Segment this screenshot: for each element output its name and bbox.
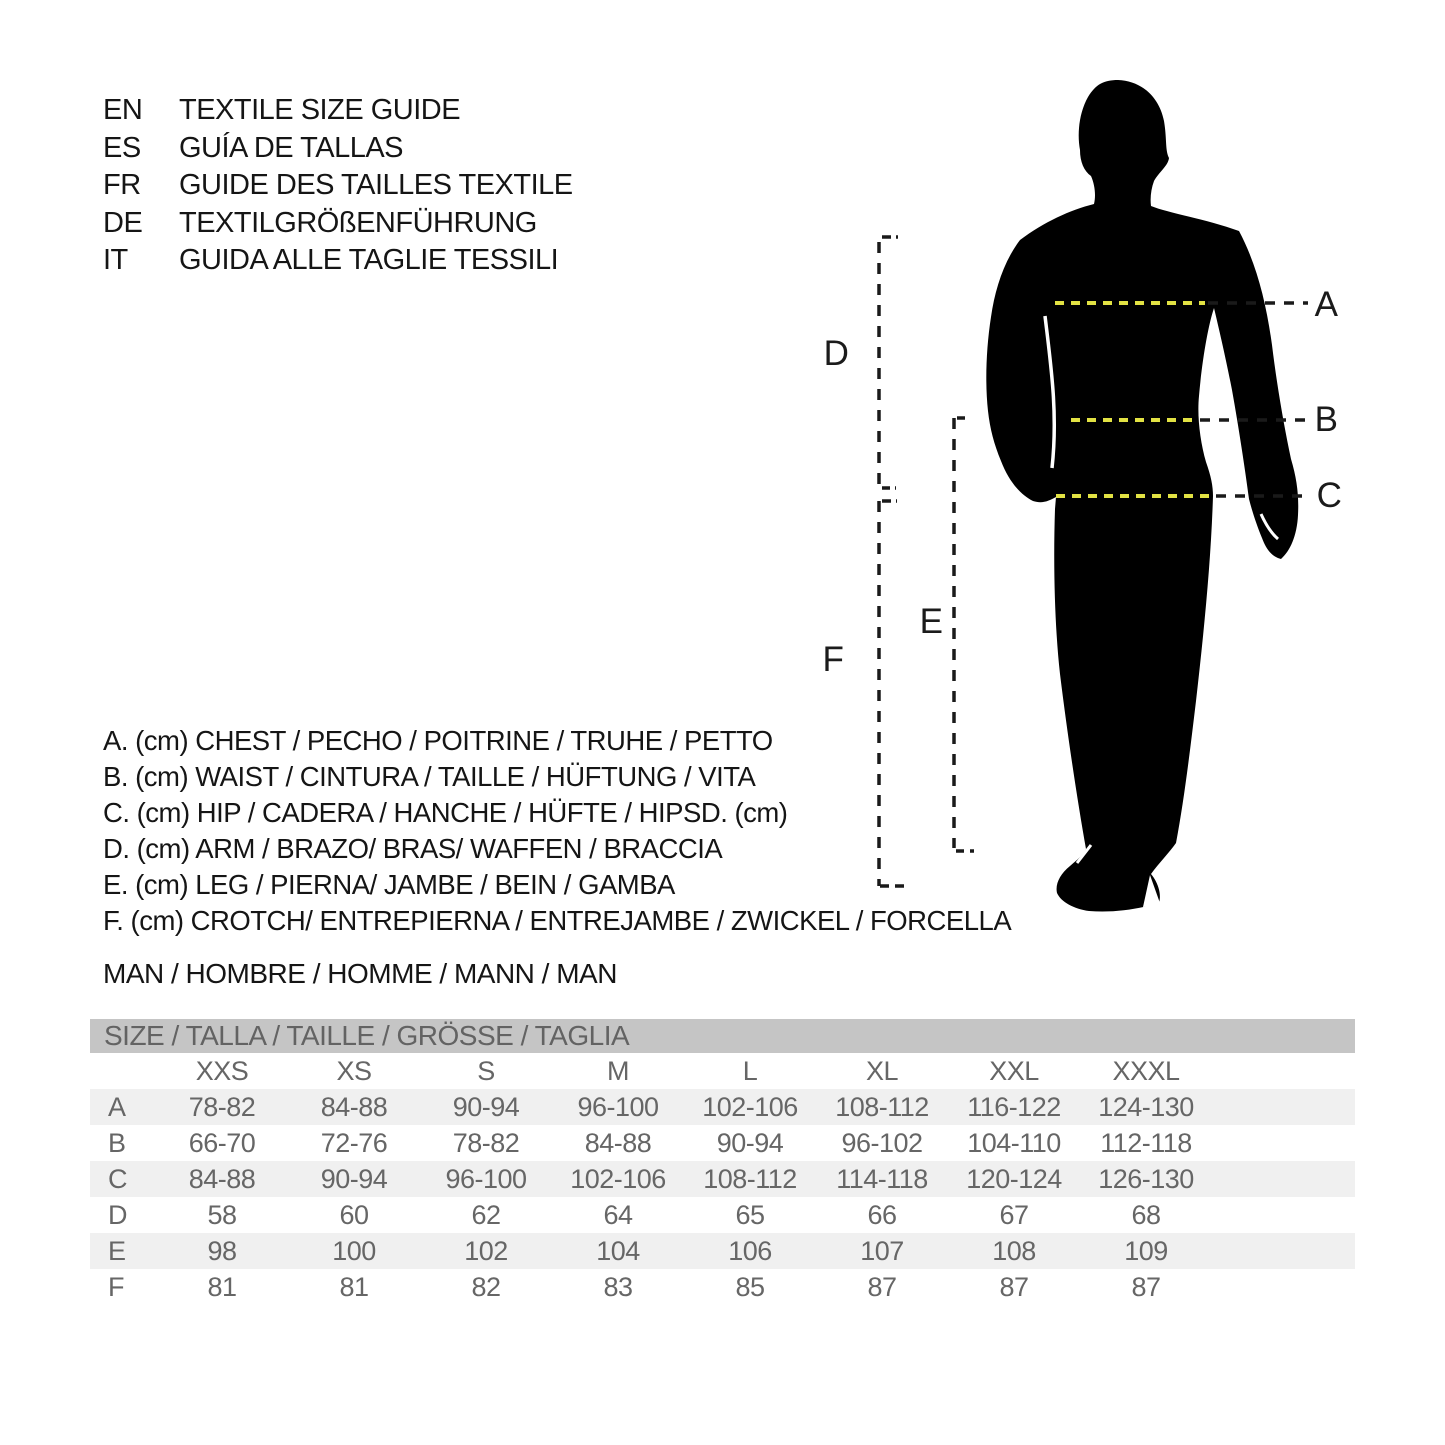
table-cell: 126-130 xyxy=(1098,1164,1194,1194)
legend-item-crotch: F. (cm) CROTCH/ ENTREPIERNA / ENTREJAMBE / ZWICKEL / FORCELLA xyxy=(103,905,1012,936)
lang-code: DE xyxy=(103,206,143,239)
table-cell: 58 xyxy=(207,1200,237,1230)
table-cell: 65 xyxy=(735,1200,765,1230)
lang-code: FR xyxy=(103,169,141,201)
table-cell: 72-76 xyxy=(320,1128,388,1158)
table-cell: 87 xyxy=(999,1272,1029,1302)
table-cell: 84-88 xyxy=(188,1164,256,1194)
table-cell: 112-118 xyxy=(1100,1128,1192,1158)
table-cell: 104-110 xyxy=(967,1128,1061,1158)
table-cell: 66-70 xyxy=(188,1128,256,1158)
table-cell: 62 xyxy=(471,1200,501,1230)
table-cell: 78-82 xyxy=(188,1092,256,1122)
column-header: M xyxy=(607,1056,629,1086)
table-cell: 102-106 xyxy=(702,1092,798,1122)
table-cell: 108-112 xyxy=(703,1164,797,1194)
row-label: F xyxy=(108,1272,124,1302)
row-label: C xyxy=(108,1164,127,1194)
table-cell: 83 xyxy=(603,1272,633,1302)
lang-title: TEXTILE SIZE GUIDE xyxy=(179,94,461,126)
table-cell: 98 xyxy=(207,1236,237,1266)
lang-title: GUIDE DES TAILLES TEXTILE xyxy=(179,169,573,201)
column-header: XS xyxy=(336,1056,372,1086)
column-header: XXS xyxy=(195,1056,249,1086)
table-cell: 108 xyxy=(992,1236,1036,1266)
table-cell: 90-94 xyxy=(452,1092,520,1122)
table-cell: 107 xyxy=(860,1236,904,1266)
table-cell: 106 xyxy=(728,1236,772,1266)
table-cell: 116-122 xyxy=(967,1092,1061,1122)
table-cell: 84-88 xyxy=(320,1092,388,1122)
label-leg: E xyxy=(919,602,943,641)
table-cell: 90-94 xyxy=(320,1164,388,1194)
table-cell: 81 xyxy=(207,1272,237,1302)
column-header: XXXL xyxy=(1112,1056,1180,1086)
table-cell: 87 xyxy=(867,1272,897,1302)
table-cell: 109 xyxy=(1124,1236,1168,1266)
legend-item-arm: D. (cm) ARM / BRAZO/ BRAS/ WAFFEN / BRACCIA xyxy=(103,833,723,864)
table-cell: 90-94 xyxy=(716,1128,784,1158)
table-cell: 81 xyxy=(339,1272,369,1302)
column-header: S xyxy=(477,1056,495,1086)
lang-title: GUIDA ALLE TAGLIE TESSILI xyxy=(179,244,559,276)
size-table-title: SIZE / TALLA / TAILLE / GRÖSSE / TAGLIA xyxy=(90,1019,1355,1053)
label-crotch: F xyxy=(822,640,844,679)
lang-code: IT xyxy=(103,244,128,276)
table-cell: 104 xyxy=(596,1236,640,1266)
lang-title: GUÍA DE TALLAS xyxy=(179,131,404,164)
lang-code: EN xyxy=(103,94,143,126)
row-label: E xyxy=(108,1236,126,1266)
label-arm: D xyxy=(823,334,849,373)
category-title: MAN / HOMBRE / HOMME / MANN / MAN xyxy=(103,958,617,989)
table-cell: 124-130 xyxy=(1098,1092,1194,1122)
table-cell: 114-118 xyxy=(836,1164,928,1194)
table-cell: 66 xyxy=(867,1200,897,1230)
table-cell: 85 xyxy=(735,1272,765,1302)
label-chest: A xyxy=(1314,285,1338,324)
lang-title: TEXTILGRÖßENFÜHRUNG xyxy=(179,206,537,239)
table-cell: 87 xyxy=(1131,1272,1161,1302)
table-cell: 78-82 xyxy=(452,1128,520,1158)
label-hip: C xyxy=(1316,476,1342,515)
column-header: L xyxy=(742,1056,758,1086)
column-header: XL xyxy=(865,1056,899,1086)
table-cell: 120-124 xyxy=(966,1164,1062,1194)
row-label: B xyxy=(108,1128,126,1158)
table-cell: 68 xyxy=(1131,1200,1161,1230)
table-cell: 84-88 xyxy=(584,1128,652,1158)
legend-item-chest: A. (cm) CHEST / PECHO / POITRINE / TRUHE / PETTO xyxy=(103,725,773,756)
row-label: D xyxy=(108,1200,127,1230)
lang-code: ES xyxy=(103,131,141,164)
table-cell: 108-112 xyxy=(835,1092,929,1122)
table-cell: 100 xyxy=(332,1236,376,1266)
table-cell: 67 xyxy=(999,1200,1029,1230)
table-cell: 82 xyxy=(471,1272,501,1302)
legend-item-waist: B. (cm) WAIST / CINTURA / TAILLE / HÜFTUNG / VITA xyxy=(103,761,756,792)
legend-item-leg: E. (cm) LEG / PIERNA/ JAMBE / BEIN / GAMBA xyxy=(103,869,675,900)
label-waist: B xyxy=(1314,400,1338,439)
table-cell: 96-100 xyxy=(577,1092,659,1122)
row-label: A xyxy=(108,1092,126,1122)
column-header: XXL xyxy=(989,1056,1039,1086)
table-cell: 102 xyxy=(464,1236,508,1266)
legend-item-hip: C. (cm) HIP / CADERA / HANCHE / HÜFTE / HIPSD. (cm) xyxy=(103,797,788,828)
table-cell: 96-100 xyxy=(445,1164,527,1194)
table-cell: 102-106 xyxy=(570,1164,666,1194)
table-cell: 96-102 xyxy=(841,1128,923,1158)
table-cell: 60 xyxy=(339,1200,369,1230)
table-cell: 64 xyxy=(603,1200,633,1230)
